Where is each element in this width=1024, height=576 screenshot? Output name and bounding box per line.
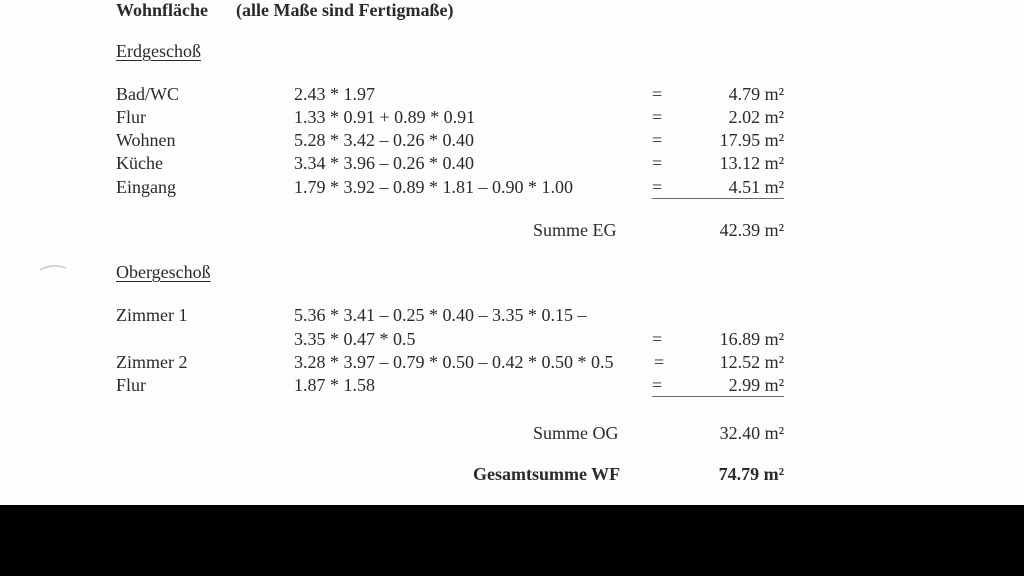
subtotal-value: 42.39 m² (719, 220, 784, 240)
room-formula: 5.28 * 3.42 – 0.26 * 0.40 (294, 130, 474, 150)
room-area: 4.51 m² (728, 177, 784, 197)
room-formula: 1.33 * 0.91 + 0.89 * 0.91 (294, 107, 476, 127)
room-name: Küche (116, 153, 163, 173)
subtotal-rule (652, 396, 784, 397)
document-title: Wohnfläche (116, 0, 209, 20)
section-label-obergeschoss: Obergeschoß (116, 262, 211, 282)
room-area: 17.95 m² (719, 130, 784, 150)
room-name: Zimmer 1 (116, 305, 188, 325)
equals-sign: = (652, 130, 663, 150)
room-area: 2.99 m² (728, 375, 784, 395)
equals-sign: = (652, 153, 663, 173)
room-formula: 3.28 * 3.97 – 0.79 * 0.50 – 0.42 * 0.50 * 0.5 (294, 352, 614, 372)
equals-sign: = (652, 84, 663, 104)
grand-total-label: Gesamtsumme WF (473, 464, 621, 484)
room-area: 2.02 m² (728, 107, 784, 127)
room-name: Flur (116, 375, 147, 395)
room-name: Eingang (116, 177, 176, 197)
room-area: 13.12 m² (719, 153, 784, 173)
scan-mark-icon (38, 262, 68, 272)
room-name: Flur (116, 107, 147, 127)
document-note: (alle Maße sind Fertigmaße) (236, 0, 454, 20)
room-area: 16.89 m² (719, 329, 784, 349)
subtotal-label: Summe EG (533, 220, 617, 240)
room-formula: 3.34 * 3.96 – 0.26 * 0.40 (294, 153, 474, 173)
subtotal-value: 32.40 m² (719, 423, 784, 443)
subtotal-rule (652, 198, 784, 199)
grand-total-value: 74.79 m² (718, 464, 784, 484)
room-area: 12.52 m² (719, 352, 784, 372)
room-name: Zimmer 2 (116, 352, 188, 372)
black-bar (0, 505, 1024, 576)
equals-sign: = (652, 329, 663, 349)
room-formula: 5.36 * 3.41 – 0.25 * 0.40 – 3.35 * 0.15 – (294, 305, 587, 325)
room-formula: 1.87 * 1.58 (294, 375, 375, 395)
equals-sign: = (652, 177, 663, 197)
room-formula: 2.43 * 1.97 (294, 84, 375, 104)
equals-sign: = (652, 375, 663, 395)
room-name: Bad/WC (116, 84, 179, 104)
equals-sign: = (652, 107, 663, 127)
room-formula-continued: 3.35 * 0.47 * 0.5 (294, 329, 416, 349)
subtotal-label: Summe OG (533, 423, 619, 443)
room-name: Wohnen (116, 130, 176, 150)
room-area: 4.79 m² (728, 84, 784, 104)
room-formula: 1.79 * 3.92 – 0.89 * 1.81 – 0.90 * 1.00 (294, 177, 573, 197)
section-label-erdgeschoss: Erdgeschoß (116, 41, 201, 61)
equals-sign: = (654, 352, 665, 372)
